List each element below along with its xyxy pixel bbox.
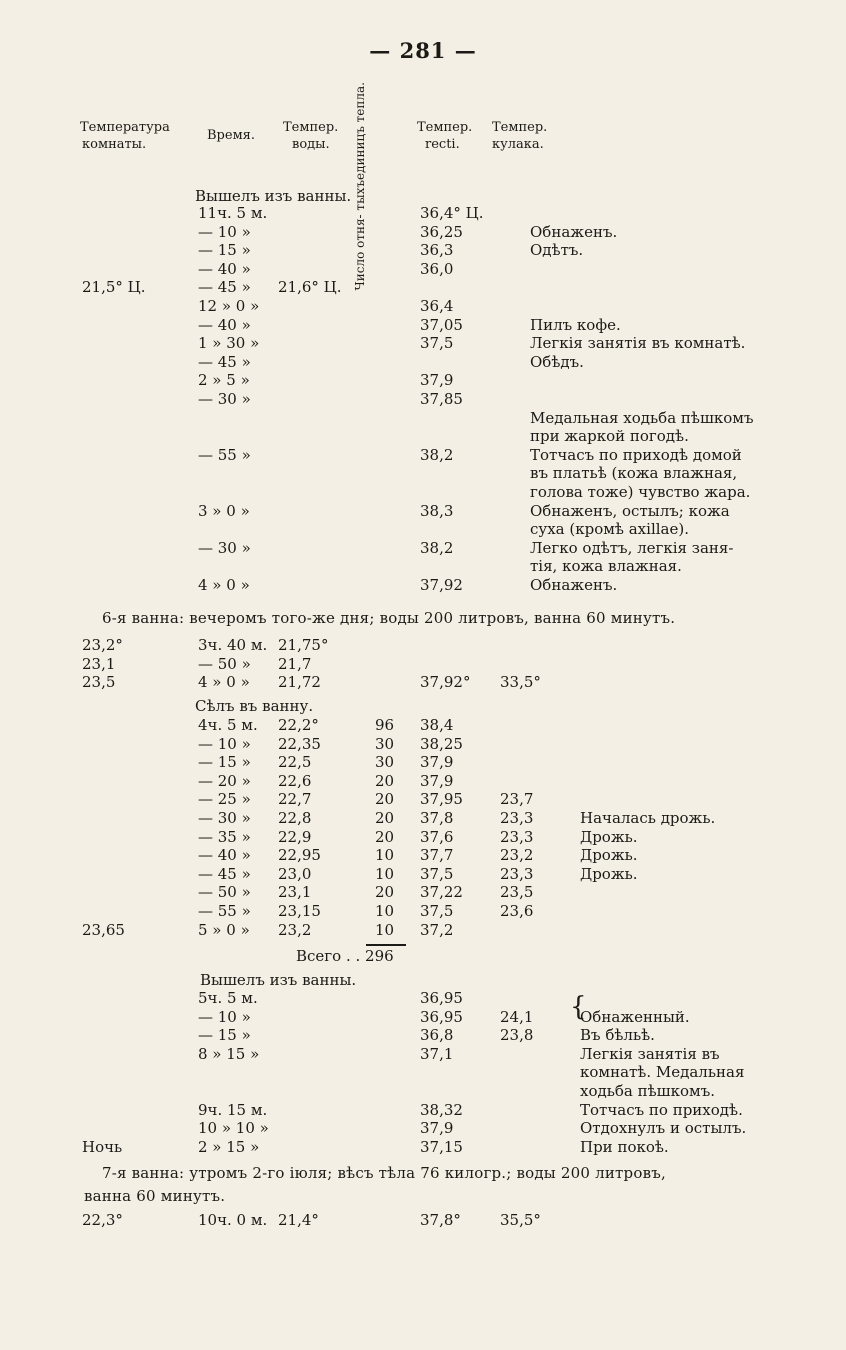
cell-time: — 55 » xyxy=(198,902,251,920)
cell-note: Обнаженный. xyxy=(580,1007,690,1026)
cell-time: 2 » 15 » xyxy=(198,1137,260,1156)
cell-note: суха (кромѣ axillae). xyxy=(530,520,689,539)
cell-count: 10 xyxy=(375,846,395,865)
cell-fist: 24,1 xyxy=(500,1007,534,1026)
cell-count: 10 xyxy=(375,920,395,939)
cell-note: Легкія занятія въ комнатѣ. xyxy=(530,334,746,353)
cell-rect: 37,9 xyxy=(420,1119,454,1138)
cell-time: 3ч. 40 м. xyxy=(198,636,268,654)
cell-rect: 36,95 xyxy=(420,1007,463,1026)
sum-rule xyxy=(366,944,406,946)
cell-rect: 37,15 xyxy=(420,1137,463,1156)
header-fist-temp-2: кулака. xyxy=(492,137,544,152)
cell-note: голова тоже) чувство жара. xyxy=(530,483,751,501)
cell-note: Отдохнулъ и остылъ. xyxy=(580,1119,747,1138)
header-room-temp-1: Температура xyxy=(80,120,170,135)
cell-fist: 23,8 xyxy=(500,1026,534,1045)
cell-water: 23,0 xyxy=(278,864,312,883)
cell-water: 23,1 xyxy=(278,883,312,902)
cell-count: 30 xyxy=(375,734,395,753)
cell-time: — 15 » xyxy=(198,753,251,772)
cell-rect: 37,9 xyxy=(420,753,454,772)
cell-note: При покоѣ. xyxy=(580,1137,669,1156)
cell-rect: 37,92° xyxy=(420,673,471,691)
cell-note: ходьба пѣшкомъ. xyxy=(580,1082,716,1100)
cell-note: въ платьѣ (кожа влажная, xyxy=(530,464,738,483)
cell-time: 9ч. 15 м. xyxy=(198,1100,268,1119)
cell-rect: 37,2 xyxy=(420,920,454,939)
cell-note: Обнаженъ, остылъ; кожа xyxy=(530,501,730,520)
cell-water: 22,9 xyxy=(278,827,312,846)
cell-fist: 23,3 xyxy=(500,827,534,846)
cell-water: 23,15 xyxy=(278,902,321,920)
cell-rect: 36,25 xyxy=(420,222,463,241)
header-rectal-temp-2: recti. xyxy=(425,137,460,152)
cell-room: 22,3° xyxy=(82,1211,123,1229)
section-title-sat-in-bath: Сѣлъ въ ванну. xyxy=(195,697,314,715)
cell-note: Одѣтъ. xyxy=(530,241,584,260)
cell-water: 21,7 xyxy=(278,654,312,673)
cell-rect: 37,85 xyxy=(420,390,463,408)
cell-fist: 35,5° xyxy=(500,1211,541,1229)
cell-time: 10 » 10 » xyxy=(198,1119,269,1138)
cell-fist: 33,5° xyxy=(500,673,541,691)
cell-water: 22,95 xyxy=(278,846,321,865)
cell-time: — 30 » xyxy=(198,809,251,827)
cell-rect: 37,05 xyxy=(420,315,463,334)
cell-rect: 37,6 xyxy=(420,827,454,846)
header-time: Время. xyxy=(207,128,256,143)
cell-note: Обѣдъ. xyxy=(530,352,584,371)
cell-time: 11ч. 5 м. xyxy=(198,204,268,222)
cell-count: 10 xyxy=(375,902,395,920)
cell-water: 23,2 xyxy=(278,920,312,939)
cell-time: 4ч. 5 м. xyxy=(198,716,258,734)
cell-note: Тотчасъ по приходѣ. xyxy=(580,1100,743,1119)
cell-time: 5 » 0 » xyxy=(198,920,250,939)
cell-water: 21,4° xyxy=(278,1211,319,1229)
cell-rect: 37,5 xyxy=(420,902,454,920)
cell-count: 20 xyxy=(375,809,395,827)
cell-note: Легко одѣтъ, легкія заня- xyxy=(530,538,734,557)
cell-count: 30 xyxy=(375,753,395,772)
cell-water: 22,6 xyxy=(278,771,312,790)
cell-rect: 38,2 xyxy=(420,538,454,557)
cell-note: Въ бѣльѣ. xyxy=(580,1026,655,1045)
cell-note: Тотчасъ по приходѣ домой xyxy=(530,445,742,464)
cell-rect: 37,5 xyxy=(420,334,454,353)
cell-rect: 38,25 xyxy=(420,734,463,753)
cell-rect: 36,4° Ц. xyxy=(420,204,484,222)
header-rectal-temp-1: Темпер. xyxy=(417,120,473,135)
cell-rect: 37,7 xyxy=(420,846,454,865)
cell-time: 10ч. 0 м. xyxy=(198,1211,268,1229)
cell-rect: 36,4 xyxy=(420,297,454,315)
brace: { xyxy=(570,992,587,1022)
cell-water: 22,2° xyxy=(278,716,319,734)
section-title-exit-bath-2: Вышелъ изъ ванны. xyxy=(200,971,357,989)
cell-count: 20 xyxy=(375,827,395,846)
cell-rect: 38,3 xyxy=(420,501,454,520)
cell-rect: 38,32 xyxy=(420,1100,463,1119)
cell-count: 10 xyxy=(375,864,395,883)
cell-fist: 23,5 xyxy=(500,883,534,902)
cell-room: 23,5 xyxy=(82,673,116,691)
cell-time: — 40 » xyxy=(198,846,251,865)
cell-fist: 23,2 xyxy=(500,846,534,865)
cell-water: 21,72 xyxy=(278,673,321,691)
cell-room: 23,65 xyxy=(82,920,125,939)
cell-time: — 50 » xyxy=(198,654,251,673)
cell-time: — 45 » xyxy=(198,278,251,297)
cell-rect: 36,0 xyxy=(420,259,454,278)
cell-rect: 37,8° xyxy=(420,1211,461,1229)
cell-note: при жаркой погодѣ. xyxy=(530,427,689,446)
bath-7-heading-line2: ванна 60 минутъ. xyxy=(84,1187,226,1205)
cell-note: Обнаженъ. xyxy=(530,222,618,241)
cell-time: — 10 » xyxy=(198,734,251,753)
header-water-temp-2: воды. xyxy=(292,137,330,152)
total-label: Всего . . 296 xyxy=(296,947,394,965)
cell-time: — 35 » xyxy=(198,827,251,846)
cell-water: 21,75° xyxy=(278,636,329,654)
cell-water: 21,6° Ц. xyxy=(278,278,342,297)
bath-6-heading: 6-я ванна: вечеромъ того-же дня; воды 200 литровъ, ванна 60 минутъ. xyxy=(102,609,676,627)
cell-note: Медальная ходьба пѣшкомъ xyxy=(530,408,754,427)
cell-rect: 38,4 xyxy=(420,716,454,734)
cell-rect: 38,2 xyxy=(420,445,454,464)
cell-time: — 30 » xyxy=(198,390,251,408)
bath-7-heading-line1: 7-я ванна: утромъ 2-го іюля; вѣсъ тѣла 76 килогр.; воды 200 литровъ, xyxy=(102,1164,666,1182)
cell-time: — 50 » xyxy=(198,883,251,902)
cell-rect: 37,8 xyxy=(420,809,454,827)
cell-time: 5ч. 5 м. xyxy=(198,989,258,1007)
cell-note: комнатѣ. Медальная xyxy=(580,1063,745,1082)
cell-time: — 15 » xyxy=(198,241,251,260)
page-number: — 281 — xyxy=(369,38,477,63)
cell-time: 4 » 0 » xyxy=(198,576,250,594)
cell-note: Началась дрожь. xyxy=(580,809,716,827)
cell-note: тія, кожа влажная. xyxy=(530,557,682,576)
cell-note: Дрожь. xyxy=(580,864,638,883)
cell-water: 22,7 xyxy=(278,790,312,809)
cell-time: — 40 » xyxy=(198,315,251,334)
cell-time: 4 » 0 » xyxy=(198,673,250,691)
cell-rect: 37,95 xyxy=(420,790,463,809)
cell-time: — 45 » xyxy=(198,352,251,371)
cell-rect: 36,95 xyxy=(420,989,463,1007)
cell-time: — 20 » xyxy=(198,771,251,790)
cell-time: 2 » 5 » xyxy=(198,371,250,390)
cell-fist: 23,6 xyxy=(500,902,534,920)
cell-note: Обнаженъ. xyxy=(530,576,618,594)
cell-count: 20 xyxy=(375,790,395,809)
cell-water: 22,8 xyxy=(278,809,312,827)
cell-rect: 37,22 xyxy=(420,883,463,902)
cell-time: 1 » 30 » xyxy=(198,334,260,353)
header-water-temp-1: Темпер. xyxy=(283,120,339,135)
cell-rect: 37,9 xyxy=(420,371,454,390)
cell-rect: 36,8 xyxy=(420,1026,454,1045)
header-heat-units: Число отня- тыхъединицъ тепла. xyxy=(353,82,367,291)
cell-note: Дрожь. xyxy=(580,827,638,846)
cell-time: — 15 » xyxy=(198,1026,251,1045)
cell-time: — 25 » xyxy=(198,790,251,809)
cell-time: — 10 » xyxy=(198,222,251,241)
cell-time: 8 » 15 » xyxy=(198,1044,260,1063)
cell-rect: 37,1 xyxy=(420,1044,454,1063)
header-room-temp-2: комнаты. xyxy=(82,137,147,152)
header-fist-temp-1: Темпер. xyxy=(492,120,548,135)
cell-room: Ночь xyxy=(82,1137,123,1156)
cell-time: — 10 » xyxy=(198,1007,251,1026)
cell-rect: 37,92 xyxy=(420,576,463,594)
cell-rect: 37,9 xyxy=(420,771,454,790)
cell-fist: 23,7 xyxy=(500,790,534,809)
cell-room: 21,5° Ц. xyxy=(82,278,146,297)
cell-rect: 36,3 xyxy=(420,241,454,260)
cell-fist: 23,3 xyxy=(500,864,534,883)
cell-rect: 37,5 xyxy=(420,864,454,883)
cell-water: 22,5 xyxy=(278,753,312,772)
cell-note: Пилъ кофе. xyxy=(530,315,621,334)
cell-time: — 45 » xyxy=(198,864,251,883)
cell-note: Дрожь. xyxy=(580,846,638,865)
cell-water: 22,35 xyxy=(278,734,321,753)
cell-count: 20 xyxy=(375,883,395,902)
cell-room: 23,2° xyxy=(82,636,123,654)
cell-time: — 55 » xyxy=(198,445,251,464)
cell-time: — 40 » xyxy=(198,259,251,278)
cell-time: 12 » 0 » xyxy=(198,297,260,315)
cell-time: 3 » 0 » xyxy=(198,501,250,520)
cell-fist: 23,3 xyxy=(500,809,534,827)
cell-count: 20 xyxy=(375,771,395,790)
section-title-exit-bath: Вышелъ изъ ванны. xyxy=(195,187,352,205)
cell-note: Легкія занятія въ xyxy=(580,1044,720,1063)
cell-count: 96 xyxy=(375,716,395,734)
cell-time: — 30 » xyxy=(198,538,251,557)
cell-room: 23,1 xyxy=(82,654,116,673)
